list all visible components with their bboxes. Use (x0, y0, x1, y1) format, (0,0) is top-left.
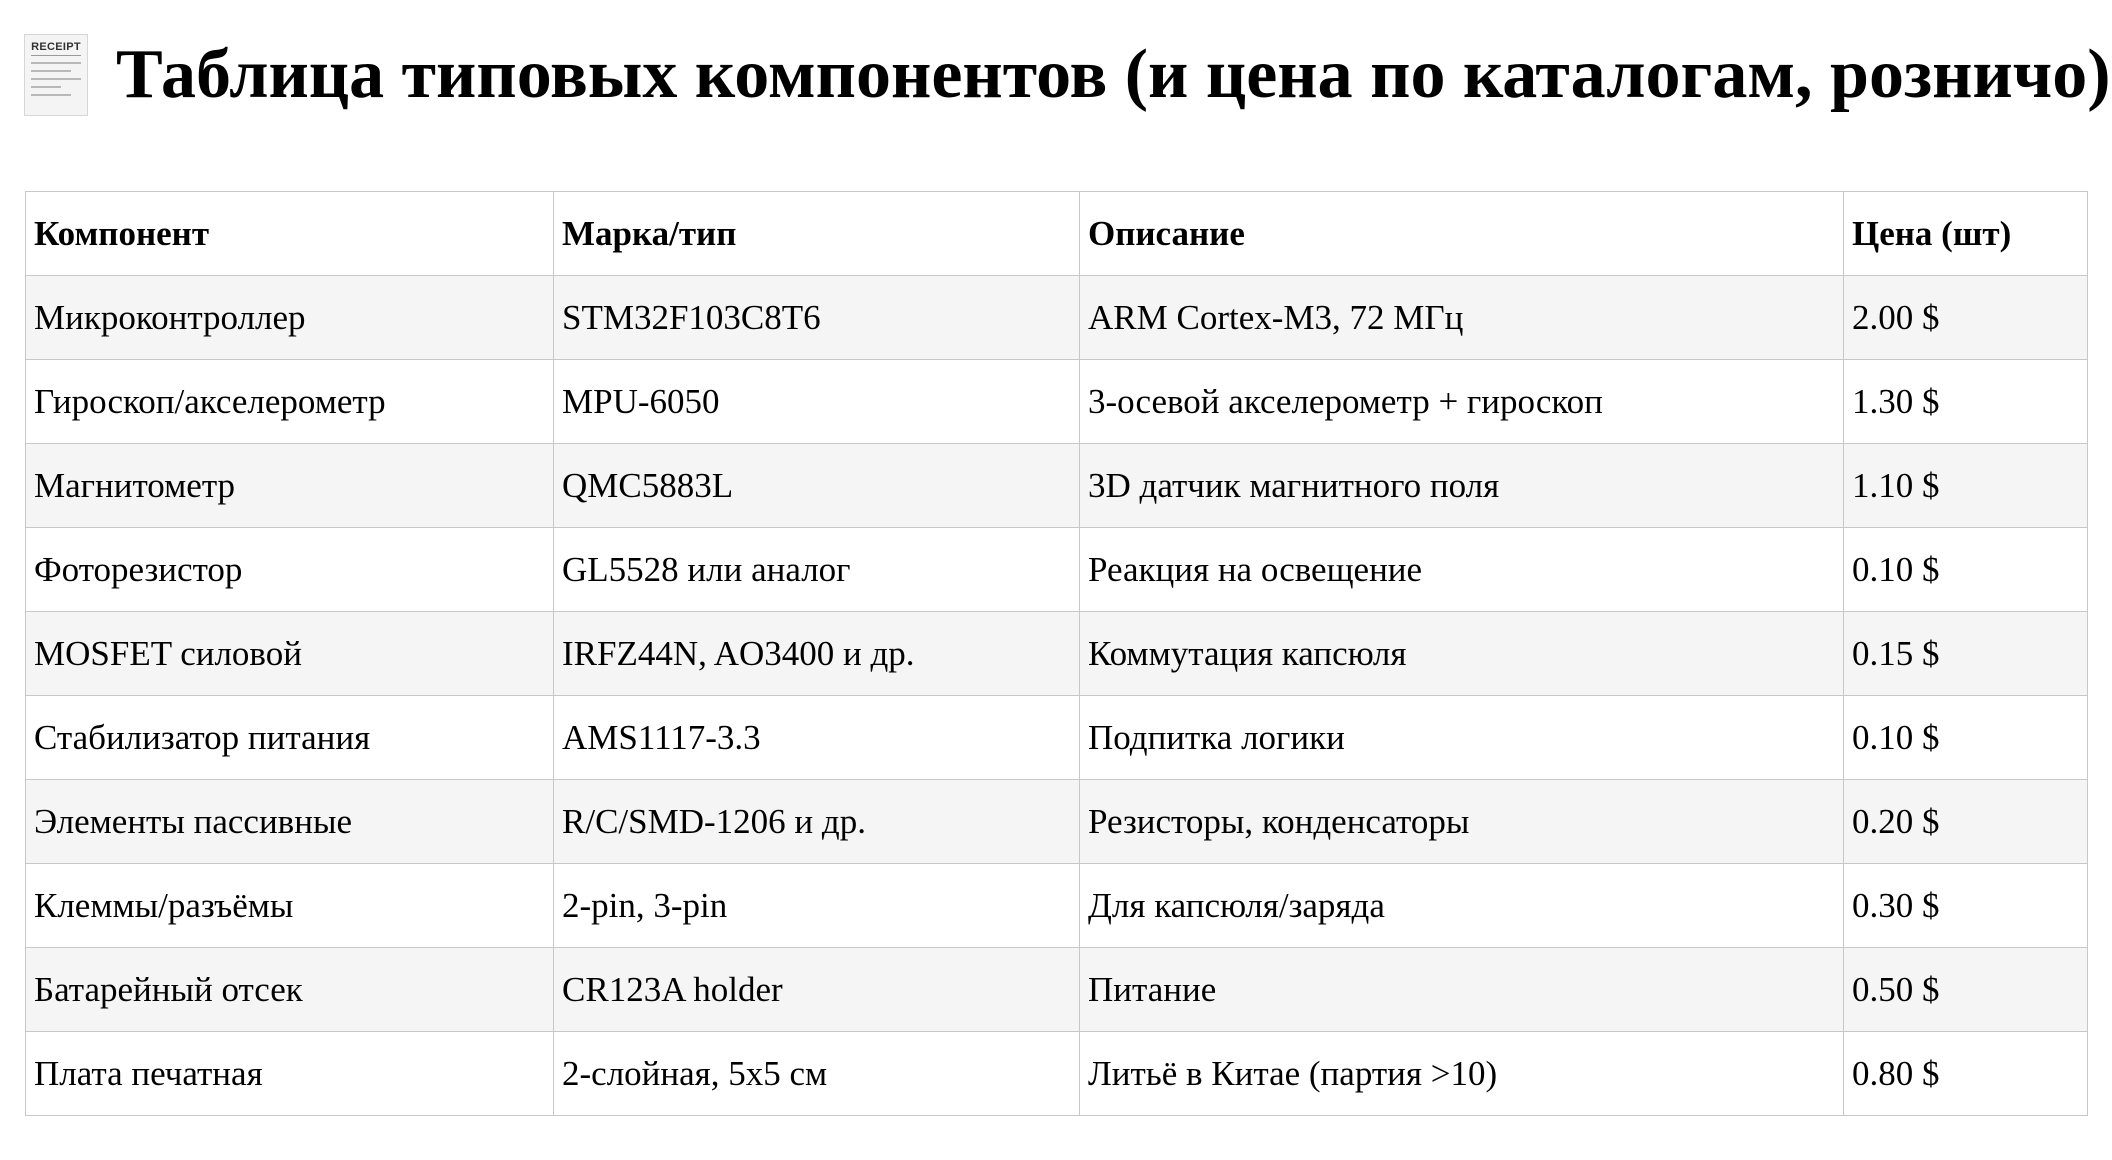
components-table (25, 191, 2088, 1116)
receipt-icon-line (31, 78, 81, 80)
cell-component: Стабилизатор питания (26, 696, 554, 780)
cell-component: Батарейный отсек (26, 948, 554, 1032)
cell-component: Микроконтроллер (26, 276, 554, 360)
cell-component: Плата печатная (26, 1032, 554, 1116)
cell-price: 1.30 $ (1844, 360, 2088, 444)
cell-model: IRFZ44N, AO3400 и др. (554, 612, 1080, 696)
cell-price: 0.80 $ (1844, 1032, 2088, 1116)
cell-model: STM32F103C8T6 (554, 276, 1080, 360)
receipt-icon (24, 34, 88, 116)
table-row (26, 528, 2088, 612)
cell-description: Коммутация капсюля (1080, 612, 1844, 696)
cell-price: 2.00 $ (1844, 276, 2088, 360)
table-row (26, 780, 2088, 864)
cell-description: Резисторы, конденсаторы (1080, 780, 1844, 864)
receipt-icon-line (31, 62, 81, 64)
cell-model: AMS1117-3.3 (554, 696, 1080, 780)
page-header (24, 30, 2111, 120)
cell-description: Питание (1080, 948, 1844, 1032)
cell-description: 3-осевой акселерометр + гироскоп (1080, 360, 1844, 444)
table-header-row (26, 192, 2088, 276)
page-title: Таблица типовых компонентов (и цена по каталогам, розничо) (116, 36, 2111, 113)
receipt-icon-label: RECEIPT (31, 41, 81, 56)
table-row (26, 696, 2088, 780)
cell-model: MPU-6050 (554, 360, 1080, 444)
cell-component: Магнитометр (26, 444, 554, 528)
cell-model: QMC5883L (554, 444, 1080, 528)
cell-price: 0.20 $ (1844, 780, 2088, 864)
cell-model: GL5528 или аналог (554, 528, 1080, 612)
cell-model: CR123A holder (554, 948, 1080, 1032)
cell-component: MOSFET силовой (26, 612, 554, 696)
column-header-price: Цена (шт) (1844, 192, 2088, 276)
receipt-icon-line (31, 70, 71, 72)
cell-price: 0.10 $ (1844, 528, 2088, 612)
table-row (26, 864, 2088, 948)
cell-component: Элементы пассивные (26, 780, 554, 864)
table-row (26, 444, 2088, 528)
receipt-icon-line (31, 94, 71, 96)
cell-component: Гироскоп/акселерометр (26, 360, 554, 444)
cell-price: 0.15 $ (1844, 612, 2088, 696)
cell-description: ARM Cortex-M3, 72 МГц (1080, 276, 1844, 360)
cell-price: 1.10 $ (1844, 444, 2088, 528)
table-row (26, 276, 2088, 360)
cell-price: 0.30 $ (1844, 864, 2088, 948)
table-row (26, 948, 2088, 1032)
cell-model: 2-pin, 3-pin (554, 864, 1080, 948)
table-row (26, 612, 2088, 696)
column-header-model: Марка/тип (554, 192, 1080, 276)
cell-description: Для капсюля/заряда (1080, 864, 1844, 948)
cell-price: 0.50 $ (1844, 948, 2088, 1032)
cell-description: Подпитка логики (1080, 696, 1844, 780)
cell-component: Клеммы/разъёмы (26, 864, 554, 948)
table-row (26, 360, 2088, 444)
cell-model: 2-слойная, 5x5 см (554, 1032, 1080, 1116)
cell-description: 3D датчик магнитного поля (1080, 444, 1844, 528)
cell-price: 0.10 $ (1844, 696, 2088, 780)
column-header-component: Компонент (26, 192, 554, 276)
receipt-icon-line (31, 86, 61, 88)
cell-component: Фоторезистор (26, 528, 554, 612)
cell-description: Литьё в Китае (партия >10) (1080, 1032, 1844, 1116)
table-row (26, 1032, 2088, 1116)
cell-model: R/C/SMD-1206 и др. (554, 780, 1080, 864)
cell-description: Реакция на освещение (1080, 528, 1844, 612)
column-header-description: Описание (1080, 192, 1844, 276)
